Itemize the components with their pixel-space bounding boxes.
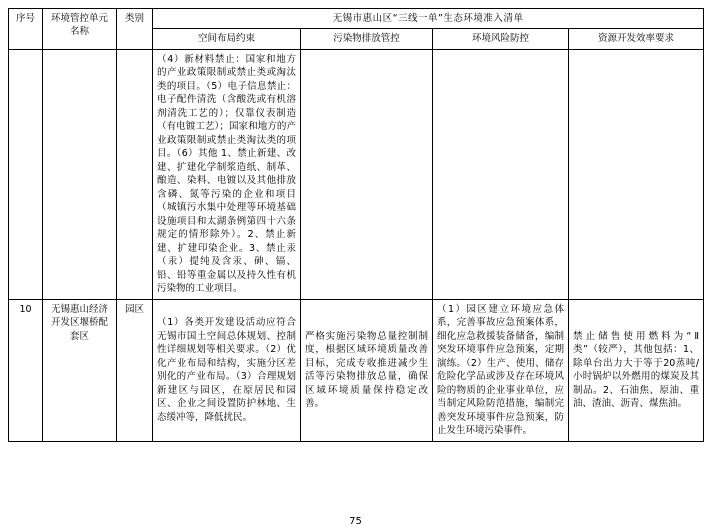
cell-unit-name (43, 49, 117, 299)
cell-risk-prevention: （1）园区建立环境应急体系，完善事故应急预案体系，细化应急救援装备储备，编制突发环境事件应急预案，定期演练。（2）生产、使用、储存危险化学品或涉及存在环境风险的物质的企业事业单位，应当制定风险防范措施，编制完善突发环境事件应急预案，防止发生环境污染事件。 (433, 299, 569, 441)
table-header-row-title (9, 9, 704, 29)
header-seq: 序号 (9, 9, 43, 50)
cell-resource-efficiency (569, 49, 704, 299)
compliance-table (8, 8, 704, 442)
table-title: 无锡市惠山区“三线一单”生态环境准入清单 (153, 9, 704, 29)
table-row (9, 49, 704, 299)
cell-unit-name: 无锡惠山经济开发区堰桥配套区 (43, 299, 117, 441)
cell-seq (9, 49, 43, 299)
cell-space-layout: （1）各类开发建设活动应符合无锡市国土空间总体规划、控制性详细规划等相关要求。（2）优化产业布局和结构，实施分区差别化的产业布局。（3）合理规划新建区与园区，在原居民和园区、企业之间设置防护林地、生态缓冲等，降低扰民。 (153, 299, 301, 441)
cell-type: 园区 (117, 299, 153, 441)
table-row (9, 299, 704, 441)
cell-resource-efficiency: 禁止储售使用燃料为“Ⅱ类”（较严），其他包括：1、除单台出力大于等于20蒸吨/小时锅炉以外燃用的煤炭及其制品。2、石油焦、原油、重油、渣油、沥青、煤焦油。 (569, 299, 704, 441)
cell-seq: 10 (9, 299, 43, 441)
header-space-layout: 空间布局约束 (153, 29, 301, 49)
cell-type (117, 49, 153, 299)
header-pollutant-control: 污染物排放管控 (301, 29, 433, 49)
cell-pollutant-control (301, 49, 433, 299)
header-risk-prevention: 环境风险防控 (433, 29, 569, 49)
cell-space-layout: （4）新材料禁止：国家和地方的产业政策限制或禁止类或淘汰类的项目。（5）电子信息禁止：电子配件清洗（含酸洗或有机溶剂清洗工艺的）；仅靠仪表制造（有电镀工艺）；国家和地方的产业政策限制或禁止类淘汰类的项目。（6）其他 1、禁止新建、改建、扩建化学制浆造纸、制革、酿造、染料、电镀以及其他排放含磷、氮等污染的企业和项目（城镇污水集中处理等环境基础设施项目和太湖条例第四十六条规定的情形除外）。2、禁止新建、扩建印染企业。3、禁止汞（汞）提纯及含汞、砷、镉、铅、铅等重金属以及持久性有机污染物的工业项目。 (153, 49, 301, 299)
header-unit-name: 环境管控单元名称 (43, 9, 117, 50)
page-number: 75 (349, 516, 362, 527)
header-type: 类别 (117, 9, 153, 50)
cell-pollutant-control: 严格实施污染物总量控制制度，根据区域环境质量改善目标，完成专收推进减少生活等污染物排放总量，确保区域环境质量保持稳定改善。 (301, 299, 433, 441)
cell-risk-prevention (433, 49, 569, 299)
header-resource-efficiency: 资源开发效率要求 (569, 29, 704, 49)
